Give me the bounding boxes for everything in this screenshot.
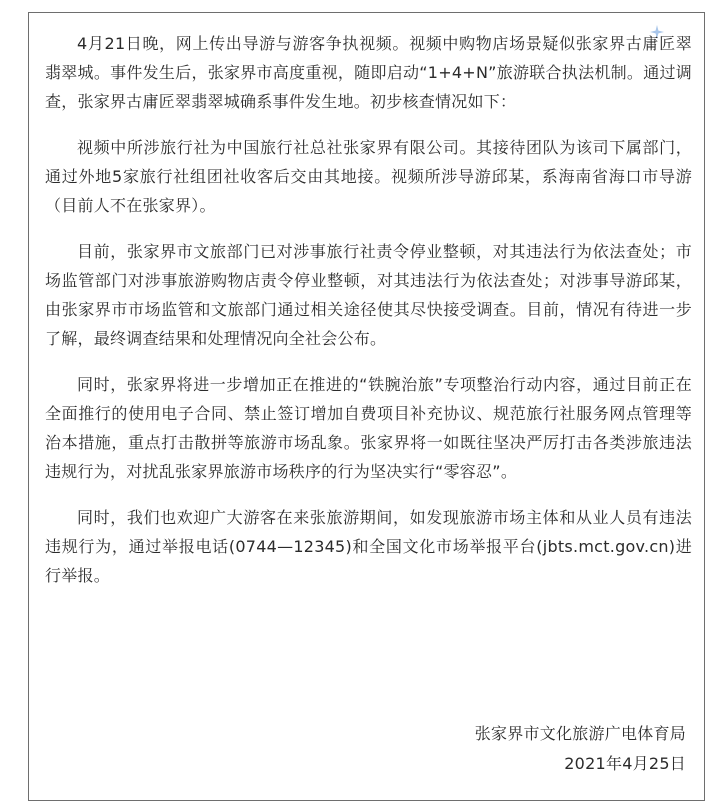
paragraph-travel-agency: 视频中所涉旅行社为中国旅行社总社张家界有限公司。其接待团队为该司下属部门，通过外地5家旅行社组团社收客后交由其地接。视频所涉导游邱某，系海南省海口市导游（目前人不在张家界）。 (45, 138, 692, 215)
issue-date: 2021年4月25日 (564, 754, 686, 773)
document-body (45, 29, 692, 607)
signature-block (475, 719, 686, 779)
issuer-name: 张家界市文化旅游广电体育局 (474, 724, 686, 743)
paragraph-rectification: 同时，张家界将进一步增加正在推进的“铁腕治旅”专项整治行动内容，通过目前正在全面推行的使用电子合同、禁止签订增加自费项目补充协议、规范旅行社服务网点管理等治本措施，重点打击散拼等旅游市场乱象。张家界将一如既往坚决严厉打击各类涉旅违法违规行为，对扰乱张家界旅游市场秩序的行为坚决实行“零容忍”。 (45, 375, 692, 481)
document-frame (28, 12, 705, 801)
paragraph-intro: 4月21日晚，网上传出导游与游客争执视频。视频中购物店场景疑似张家界古庸匠翠翡翠城。事件发生后，张家界市高度重视，随即启动“1+4+N”旅游联合执法机制。通过调查，张家界古庸匠翠翡翠城确系事件发生地。初步核查情况如下： (45, 34, 692, 111)
paragraph-report-channels: 同时，我们也欢迎广大游客在来张旅游期间，如发现旅游市场主体和从业人员有违法违规行为，通过举报电话(0744—12345)和全国文化市场举报平台(jbts.mct.gov.cn)进行举报。 (45, 508, 692, 585)
paragraph-current-measures: 目前，张家界市文旅部门已对涉事旅行社责令停业整顿，对其违法行为依法查处；市场监管部门对涉事旅游购物店责令停业整顿，对其违法行为依法查处；对涉事导游邱某，由张家界市市场监管和文旅部门通过相关途径使其尽快接受调查。目前，情况有待进一步了解，最终调查结果和处理情况向全社会公布。 (45, 242, 692, 348)
